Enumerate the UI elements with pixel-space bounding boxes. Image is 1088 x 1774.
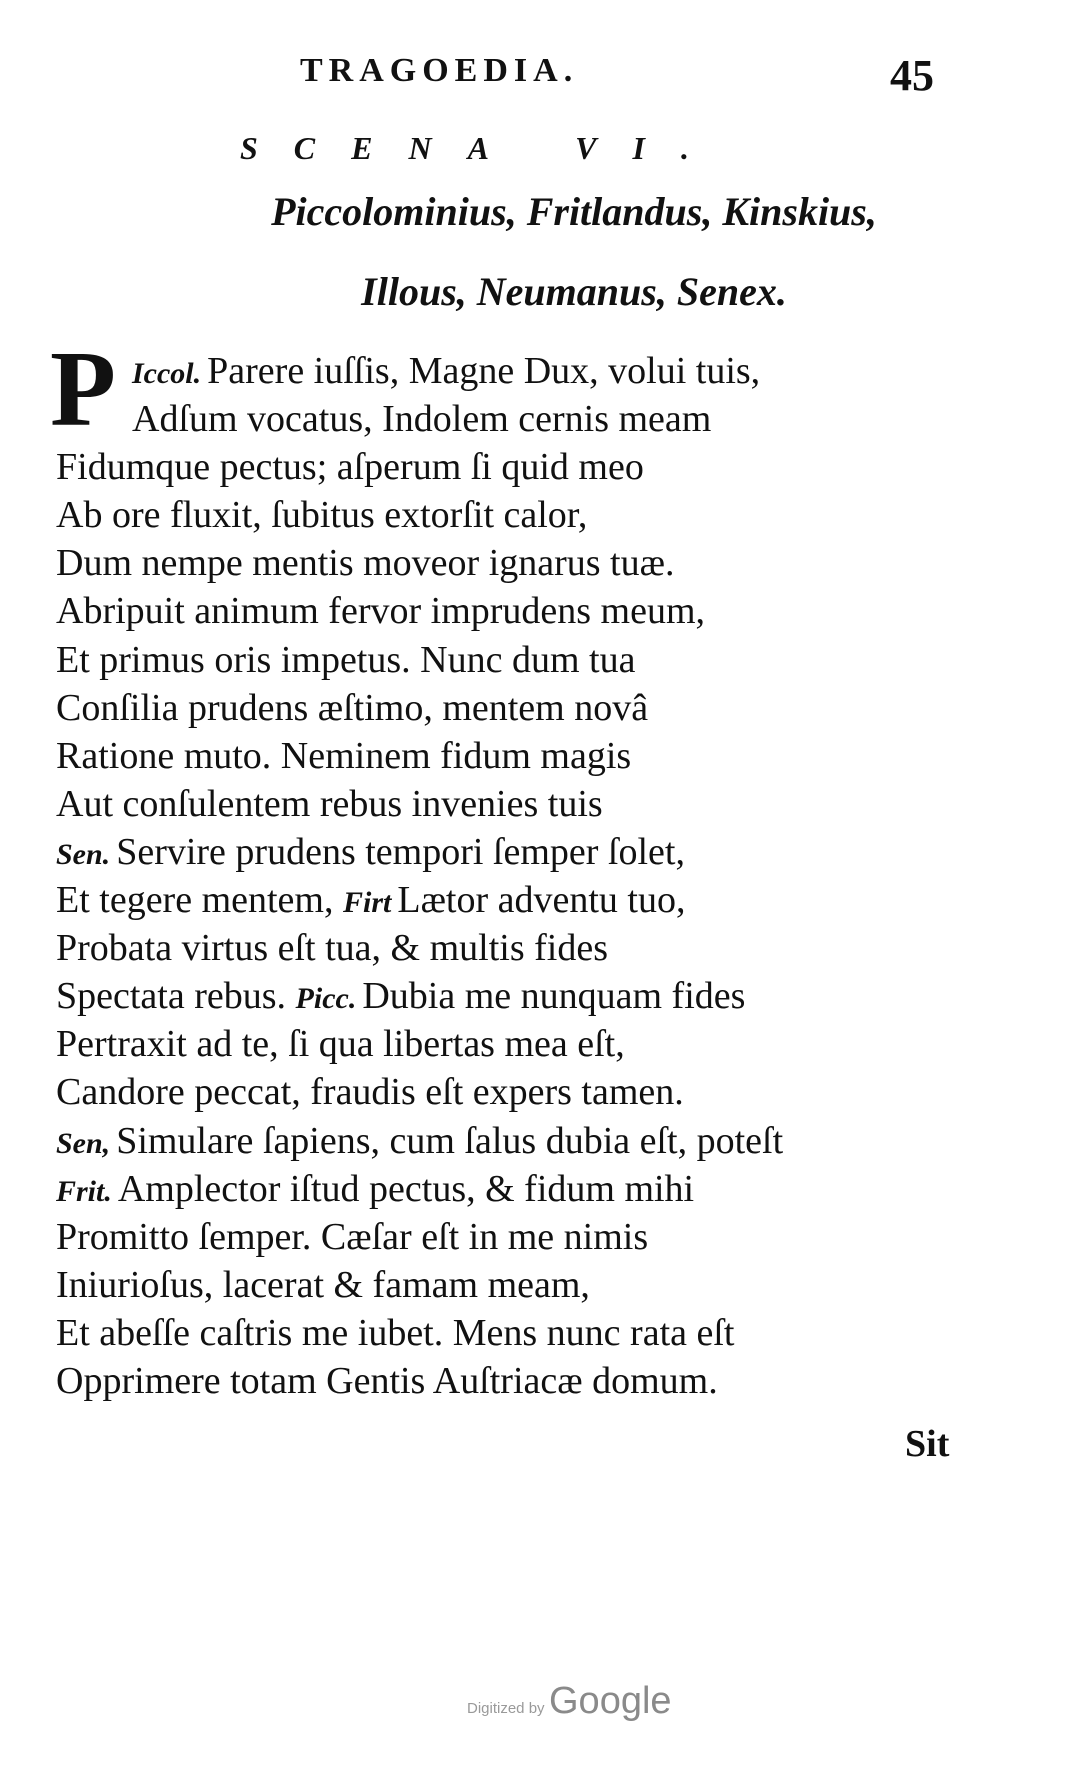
cast-list-line-1: Piccolominius, Fritlandus, Kinskius,	[271, 189, 877, 234]
verse-line	[56, 924, 976, 972]
verse-line	[56, 1117, 976, 1165]
google-logo: Google	[549, 1680, 672, 1722]
verse-text: Et abeſſe caſtris me iubet. Mens nunc rata eſt	[56, 1311, 735, 1354]
verse-line	[56, 491, 976, 539]
verse-text: Et tegere mentem,	[56, 879, 334, 922]
verse-line	[56, 443, 976, 491]
verse-text: Aut conſulentem rebus invenies tuis	[56, 782, 603, 825]
verse-line	[56, 972, 976, 1020]
verse-text: Spectata rebus.	[56, 975, 287, 1018]
verse-line	[56, 1213, 976, 1261]
verse-line	[56, 876, 976, 924]
verse-line	[56, 539, 976, 587]
digitized-watermark	[467, 1680, 672, 1723]
verse-text: Parere iuſſis, Magne Dux, volui tuis,	[207, 350, 761, 392]
verse-line	[56, 1020, 976, 1068]
verse-text: Dum nempe mentis moveor ignarus tuæ.	[56, 542, 675, 585]
verse-line	[56, 684, 976, 732]
running-head: TRAGOEDIA.	[300, 52, 579, 89]
verse-text: Simulare ſapiens, cum ſalus dubia eſt, poteſt	[116, 1119, 784, 1162]
page-number: 45	[890, 51, 934, 100]
verse-text: Abripuit animum fervor imprudens meum,	[56, 590, 706, 633]
verse-line	[56, 1165, 976, 1213]
verse-line	[56, 636, 976, 684]
verse-line	[56, 1357, 976, 1405]
verse-text: Candore peccat, fraudis eſt expers tamen.	[56, 1071, 684, 1114]
watermark-prefix: Digitized by	[467, 1700, 545, 1717]
speaker-label: Sen.	[56, 837, 111, 871]
verse-text: Iniurioſus, lacerat & famam meam,	[56, 1263, 590, 1306]
verse-line	[56, 347, 976, 395]
verse-text: Lætor adventu tuo,	[397, 879, 686, 922]
catchword: Sit	[905, 1423, 950, 1465]
speaker-label: Sen,	[56, 1126, 111, 1160]
verse-line	[56, 587, 976, 635]
verse-text: Conſilia prudens æſtimo, mentem novâ	[56, 686, 649, 729]
speaker-label: Picc.	[295, 982, 357, 1016]
scene-heading: SCENA VI.	[240, 130, 725, 166]
verse-text: Opprimere totam Gentis Auſtriacæ domum.	[56, 1359, 718, 1402]
speaker-label: Frit.	[56, 1174, 112, 1208]
verse-text: Probata virtus eſt tua, & multis fides	[56, 927, 608, 970]
verse-text: Dubia me nunquam fides	[362, 975, 746, 1018]
verse-text: Servire prudens tempori ſemper ſolet,	[116, 830, 685, 873]
verse-text: Et primus oris impetus. Nunc dum tua	[56, 638, 636, 681]
verse-line	[56, 780, 976, 828]
verse-text: Amplector iſtud pectus, & fidum mihi	[117, 1167, 695, 1210]
verse-text: Ratione muto. Neminem fidum magis	[56, 734, 632, 777]
verse-text: Pertraxit ad te, ſi qua libertas mea eſt,	[56, 1023, 625, 1066]
verse-line	[56, 1261, 976, 1309]
speaker-label: Iccol.	[132, 357, 202, 390]
verse-text: Adſum vocatus, Indolem cernis meam	[132, 398, 712, 441]
verse-text: Ab ore fluxit, ſubitus extorſit calor,	[56, 494, 588, 537]
verse-line	[56, 732, 976, 780]
verse-block	[56, 347, 976, 1405]
verse-line	[56, 1068, 976, 1116]
drop-cap: P	[50, 330, 116, 449]
cast-list-line-2: Illous, Neumanus, Senex.	[361, 269, 787, 314]
verse-text: Fidumque pectus; aſperum ſi quid meo	[56, 446, 644, 489]
verse-line	[56, 828, 976, 876]
speaker-label: Firt	[343, 886, 392, 920]
verse-text: Promitto ſemper. Cæſar eſt in me nimis	[56, 1215, 649, 1258]
verse-line	[56, 395, 976, 443]
verse-line	[56, 1309, 976, 1357]
